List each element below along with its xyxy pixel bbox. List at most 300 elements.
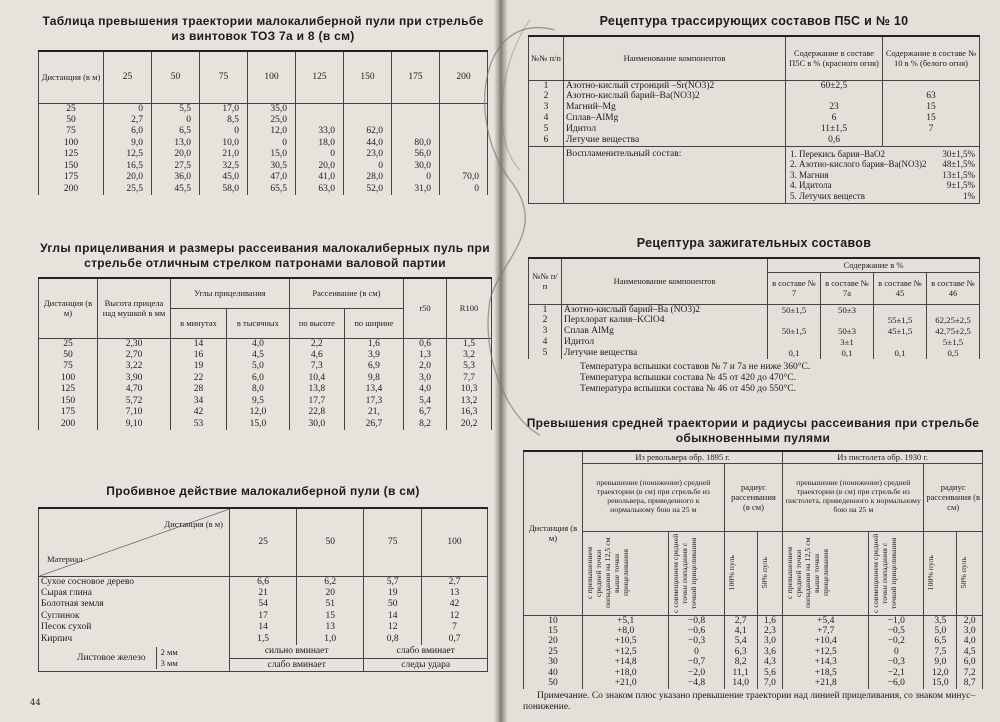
table-cell: 14 [171,338,227,350]
table-cell [440,138,488,150]
table-cell: Песок сухой [39,622,230,634]
table-cell: 50 [364,599,422,611]
table-cell: 16,5 [104,161,152,173]
table-cell: Магний–Mg [564,102,786,113]
table-cell: 25 [39,338,98,350]
table-cell [786,91,883,102]
table-cell: 7,10 [98,407,171,419]
distance-col-header: 100 [248,51,296,103]
distance-header: Дистанция (в м) [39,51,104,103]
composition-col-header: в составе № 46 [927,272,980,304]
table-cell: 6,2 [297,576,364,588]
table-row [524,657,983,668]
table-cell: 2,0 [957,615,983,626]
table-cell: 4 [529,113,564,124]
table-cell: 6,9 [344,361,403,373]
table-cell: 45,5 [152,184,200,196]
table-cell: 4,3 [757,657,783,668]
table-cell: 23,0 [344,149,392,161]
table-cell: 42 [422,599,488,611]
sight-height-header: Высота прицела над мушкой в мм [98,278,171,338]
table-cell: +10,4 [783,636,869,647]
raised-point-header [583,531,669,615]
table-cell: 8,5 [200,115,248,127]
ignition-component: 3. Магния [790,169,829,180]
table-cell: 12 [364,622,422,634]
distance-col-header: 100 [422,508,488,576]
table-cell: 2 [529,315,562,326]
ignition-item [790,191,975,202]
thousandths-header: в тысячных [226,308,289,338]
penetration-table [38,507,488,672]
table-cell: 25,5 [104,184,152,196]
table-cell: 1 [529,304,562,315]
table-cell: 7,0 [757,678,783,689]
distance-col-header: 50 [297,508,364,576]
table-cell: 2,2 [289,338,344,350]
table-cell: 4,5 [957,647,983,658]
height-scatter-header: по высоте [289,308,344,338]
table-cell: 5,4 [404,396,447,408]
table-cell: Сухое сосновое дерево [39,576,230,588]
table-cell: +14,8 [583,657,669,668]
ignition-composition [786,146,980,204]
table-row [39,350,492,362]
table-cell: 0 [104,103,152,115]
table-cell: 3,5 [924,615,957,626]
table-cell: −0,8 [669,615,724,626]
table-cell: 1 [529,80,564,91]
table-cell: 0 [392,172,440,184]
table-row [39,373,492,385]
table-cell: +18,0 [583,668,669,679]
table-cell: 0,6 [404,338,447,350]
table-cell: 16,3 [447,407,492,419]
table-cell: 13,2 [447,396,492,408]
table-cell: 2,70 [98,350,171,362]
table-cell [344,115,392,127]
table-cell: 28 [171,384,227,396]
number-header: №№ п/п [529,36,564,80]
table-cell: 20,0 [104,172,152,184]
flash-temperature-notes [580,362,980,395]
table-cell: Сплав AlMg [562,326,768,337]
table-cell: 7,5 [924,647,957,658]
table-cell [883,80,980,91]
table-cell [296,103,344,115]
table-cell: +21,0 [583,678,669,689]
table-cell [392,115,440,127]
revolver-pistol-table [523,450,983,689]
table-cell: 15 [883,102,980,113]
table-cell: 33,0 [296,126,344,138]
trajectory-table-title: Таблица превышения траектории малокалиберной пули при стрельбе из винтовок ТОЗ 7а и 8 (в см) [42,14,484,43]
100pct-label: 100% пуль [926,555,936,591]
table-cell: 1,6 [757,615,783,626]
table-row [529,124,980,135]
table-row [529,135,980,146]
aiming-table-block [38,241,492,430]
table-cell: 8,2 [724,657,757,668]
table-cell: 25,0 [248,115,296,127]
table-cell: 32,5 [200,161,248,173]
table-cell: +21,8 [783,678,869,689]
table-cell: 0 [152,115,200,127]
table-cell [440,149,488,161]
table-cell: 15,0 [248,149,296,161]
table-cell: 51 [297,599,364,611]
100pct-header [724,531,757,615]
table-cell: 12,5 [104,149,152,161]
table-cell: 30 [524,657,583,668]
ignition-row [529,146,980,204]
pistol-radius-header: радиус рассеивания (в см) [924,463,983,531]
thickness-labels [156,647,178,669]
table-cell: 6,0 [957,657,983,668]
table-row [524,678,983,689]
table-cell: 30,0 [392,161,440,173]
table-cell: 26,7 [344,419,403,431]
ignition-item [790,149,975,160]
table-cell: 16 [171,350,227,362]
table-row [39,138,488,150]
table-cell: 11,1 [724,668,757,679]
composition-col-header: в составе № 45 [874,272,927,304]
table-cell: 13 [422,588,488,600]
table-cell: 8,7 [957,678,983,689]
component-header: Наименование компонентов [562,258,768,304]
table-cell: 3,6 [757,647,783,658]
ignition-component: 4. Идитола [790,180,832,190]
table-cell: 56,0 [392,149,440,161]
table-cell: 0 [440,184,488,196]
raised-point-header [783,531,869,615]
table-cell: 50±1,5 [768,326,821,337]
table-cell: 9,5 [226,396,289,408]
table-cell: 2,7 [422,576,488,588]
table-cell: 60±2,5 [786,80,883,91]
tracer-table [528,35,980,204]
table-cell: 8,2 [404,419,447,431]
table-row [39,184,488,196]
table-cell [392,126,440,138]
50pct-header [757,531,783,615]
table-cell: −0,5 [869,626,924,637]
table-cell: 7 [883,124,980,135]
scatter-header: Рассеивание (в см) [289,278,403,308]
table-row [39,384,492,396]
table-cell: 30,0 [289,419,344,431]
table-cell: 9,0 [104,138,152,150]
table-cell: 7,2 [957,668,983,679]
table-cell: 0 [344,161,392,173]
aligned-point-label: с совмещением средней точки попадания с точкой прицеливания [871,533,899,613]
table-cell: Сырая глина [39,588,230,600]
raised-point-label: с превышением средней точки попадания на 12,5 см выше точки прицеливания [785,537,831,609]
table-cell: 75 [39,126,104,138]
distance-col-header: 25 [230,508,297,576]
table-cell: 62,0 [344,126,392,138]
table-cell: 6,5 [152,126,200,138]
table-cell: 20 [524,636,583,647]
table-cell: −0,3 [669,636,724,647]
table-cell: 70,0 [440,172,488,184]
table-cell: 0 [296,149,344,161]
table-cell: Азотно-кислый барий–Ba (NO3)2 [562,304,768,315]
tracer-table-block [528,14,980,204]
table-cell: 23 [786,102,883,113]
sheet-iron-label-cell [39,645,230,671]
table-cell: +7,7 [783,626,869,637]
table-cell: 4,0 [957,636,983,647]
table-cell: 40 [524,668,583,679]
table-row [529,348,980,359]
material-header: Материал [47,553,83,564]
table-cell: 5,0 [226,361,289,373]
table-cell: 4 [529,337,562,348]
table-cell: +8,0 [583,626,669,637]
table-cell [344,103,392,115]
ignition-label: Воспламенительный состав: [564,146,786,204]
table-cell: 1,6 [344,338,403,350]
table-cell: +12,5 [583,647,669,658]
table-row [529,91,980,102]
ignition-value: 9±1,5% [946,180,975,190]
table-row [39,396,492,408]
table-cell: Идитол [564,124,786,135]
table-cell: 41,0 [296,172,344,184]
table-cell: 17,0 [200,103,248,115]
table-cell: 6,5 [924,636,957,647]
table-cell: 12,0 [924,668,957,679]
table-cell [440,126,488,138]
table-cell: 45,0 [200,172,248,184]
pistol-header: Из пистолета обр. 1930 г. [783,451,983,463]
table-cell: 5,0 [924,626,957,637]
table-cell: 0 [200,126,248,138]
table-cell [768,337,821,348]
table-row [39,115,488,127]
50pct-header [957,531,983,615]
table-cell: 0,1 [874,348,927,359]
table-cell: 14 [230,622,297,634]
table-cell: −0,3 [869,657,924,668]
table-cell: 0,8 [364,634,422,646]
table-cell: 15 [524,626,583,637]
table-cell: 9,10 [98,419,171,431]
table-cell: 5±1,5 [927,337,980,348]
table-cell: 65,5 [248,184,296,196]
table-cell: 9,0 [924,657,957,668]
table-cell: 6,6 [230,576,297,588]
table-cell: Кирпич [39,634,230,646]
table-cell: Азотно-кислый стронций –Sr(NO3)2 [564,80,786,91]
100pct-label: 100% пуль [726,555,736,591]
incendiary-table-block [528,236,980,395]
minutes-header: в минутах [171,308,227,338]
revolver-excess-header: превышение (понижение) средней траектории (в см) при стрельбе из револьвера, приведенного к нормальному бою на 25 м [583,463,725,531]
table-cell: −0,6 [669,626,724,637]
table-cell: 3 [529,326,562,337]
table-cell: 1,5 [447,338,492,350]
table-row [524,668,983,679]
table-cell: 3,0 [404,373,447,385]
table-cell: 13,4 [344,384,403,396]
table-cell: 14,0 [724,678,757,689]
table-cell: 0,5 [927,348,980,359]
table-cell: +18,5 [783,668,869,679]
distance-header: Дистанция (в м) [524,451,583,615]
table-cell: 2,3 [757,626,783,637]
table-cell: 0 [669,647,724,658]
table-cell: 2,0 [404,361,447,373]
table-cell: 20,0 [152,149,200,161]
table-row [39,103,488,115]
table-cell: 4,0 [404,384,447,396]
table-cell: 175 [39,407,98,419]
distance-col-header: 200 [440,51,488,103]
book-gutter [494,0,508,722]
table-cell: 150 [39,396,98,408]
table-row [529,315,980,326]
table-cell: 0,1 [821,348,874,359]
table-cell: 0,1 [768,348,821,359]
table-cell: 54 [230,599,297,611]
incendiary-table-title: Рецептура зажигательных составов [636,236,872,250]
table-cell: 22,8 [289,407,344,419]
table-cell: 6,0 [226,373,289,385]
table-cell: 2,7 [724,615,757,626]
table-cell: 100 [39,138,104,150]
table-cell: 17 [230,611,297,623]
table-cell [874,304,927,315]
table-cell: 10,4 [289,373,344,385]
table-cell: 5,4 [724,636,757,647]
100pct-header [924,531,957,615]
table-cell: 50±1,5 [768,304,821,315]
table-cell: 50±3 [821,326,874,337]
sheet-iron-row [39,645,488,658]
table-cell: 7,3 [289,361,344,373]
ignition-value: 1% [963,190,975,201]
table-row [529,304,980,315]
table-cell [883,135,980,146]
table-cell: −2,0 [669,668,724,679]
ignition-component: 2. Азотно-кислого бария–Ba(NO3)2 [790,159,927,169]
table-cell: 10 [524,615,583,626]
table-row [529,337,980,348]
table-cell: 13,0 [152,138,200,150]
table-cell [768,315,821,326]
table-row [39,611,488,623]
number-header: №№ п/п [529,258,562,304]
table-cell: 19 [171,361,227,373]
table-row [529,113,980,124]
table-cell: 200 [39,184,104,196]
table-cell: 55±1,5 [874,315,927,326]
composition-col-header: в составе № 7а [821,272,874,304]
aligned-point-label: с совмещением средней точки попадания с точкой прицеливания [671,533,699,613]
r100-header: R100 [447,278,492,338]
table-row [39,172,488,184]
table-cell: 35,0 [248,103,296,115]
table-row [39,149,488,161]
composition-col-header: в составе № 7 [768,272,821,304]
table-cell: 45±1,5 [874,326,927,337]
table-cell: 6,3 [724,647,757,658]
table-cell: 5,3 [447,361,492,373]
table-cell: 5,5 [152,103,200,115]
table-cell: 6 [786,113,883,124]
flash-temperature-note: Температура вспышки составов № 7 и 7а не ниже 360°С. [580,362,811,372]
sheet-iron-3mm-near: слабо вминает [230,658,364,671]
no10-content-header: Содержание в составе № 10 в % (белого огня) [883,36,980,80]
table-cell: 18,0 [296,138,344,150]
table-row [39,161,488,173]
table-cell: 21, [344,407,403,419]
penetration-table-block [38,484,488,672]
table-row [524,626,983,637]
table-cell: Летучие вещества [562,348,768,359]
table-cell: 4,0 [226,338,289,350]
table-cell [440,161,488,173]
table-row [524,636,983,647]
table-cell: +14,3 [783,657,869,668]
r50-header: r50 [404,278,447,338]
table-cell: 50 [39,115,104,127]
table-footnote: Примечание. Со знаком плюс указано превышение траектории над линией прицеливания, со знаком минус–понижение. [523,690,976,712]
ignition-item [790,170,975,181]
table-cell: 7,7 [447,373,492,385]
pistol-excess-header: превышение (понижение) средней траектории (в см) при стрельбе из пистолета, приведенного к нормальному бою на 25 м [783,463,924,531]
table-row [524,615,983,626]
table-cell: 3,22 [98,361,171,373]
table-cell: 0 [869,647,924,658]
table-cell: 27,5 [152,161,200,173]
table-row [529,80,980,91]
table-cell: 3,0 [957,626,983,637]
table-cell: −6,0 [869,678,924,689]
table-cell: 2,7 [104,115,152,127]
p5s-content-header: Содержание в составе П5С в % (красного огня) [786,36,883,80]
flash-temperature-note: Температура вспышки состава № 46 от 450 до 550°С. [580,384,796,394]
table-cell: 36,0 [152,172,200,184]
table-cell: 5 [529,348,562,359]
table-cell: 17,7 [289,396,344,408]
table-cell: 2 [529,91,564,102]
flash-temperature-note: Температура вспышки состава № 45 от 420 до 470°С. [580,373,796,383]
incendiary-table [528,257,980,359]
table-row [39,126,488,138]
table-row [39,588,488,600]
table-cell: 125 [39,384,98,396]
table-cell: 4,70 [98,384,171,396]
table-cell: 4,5 [226,350,289,362]
table-cell: 13,8 [289,384,344,396]
table-cell: 52,0 [344,184,392,196]
table-row [39,634,488,646]
distance-col-header: 125 [296,51,344,103]
table-cell: 47,0 [248,172,296,184]
table-cell: 14 [364,611,422,623]
tracer-table-title: Рецептура трассирующих составов П5С и № 10 [599,14,909,28]
table-cell: Суглинок [39,611,230,623]
table-cell: 6,7 [404,407,447,419]
table-cell: 0 [248,138,296,150]
table-cell: 5,72 [98,396,171,408]
raised-point-label: с превышением средней точки попадания на 12,5 см выше точки прицеливания [585,537,630,609]
table-cell: 63 [883,91,980,102]
